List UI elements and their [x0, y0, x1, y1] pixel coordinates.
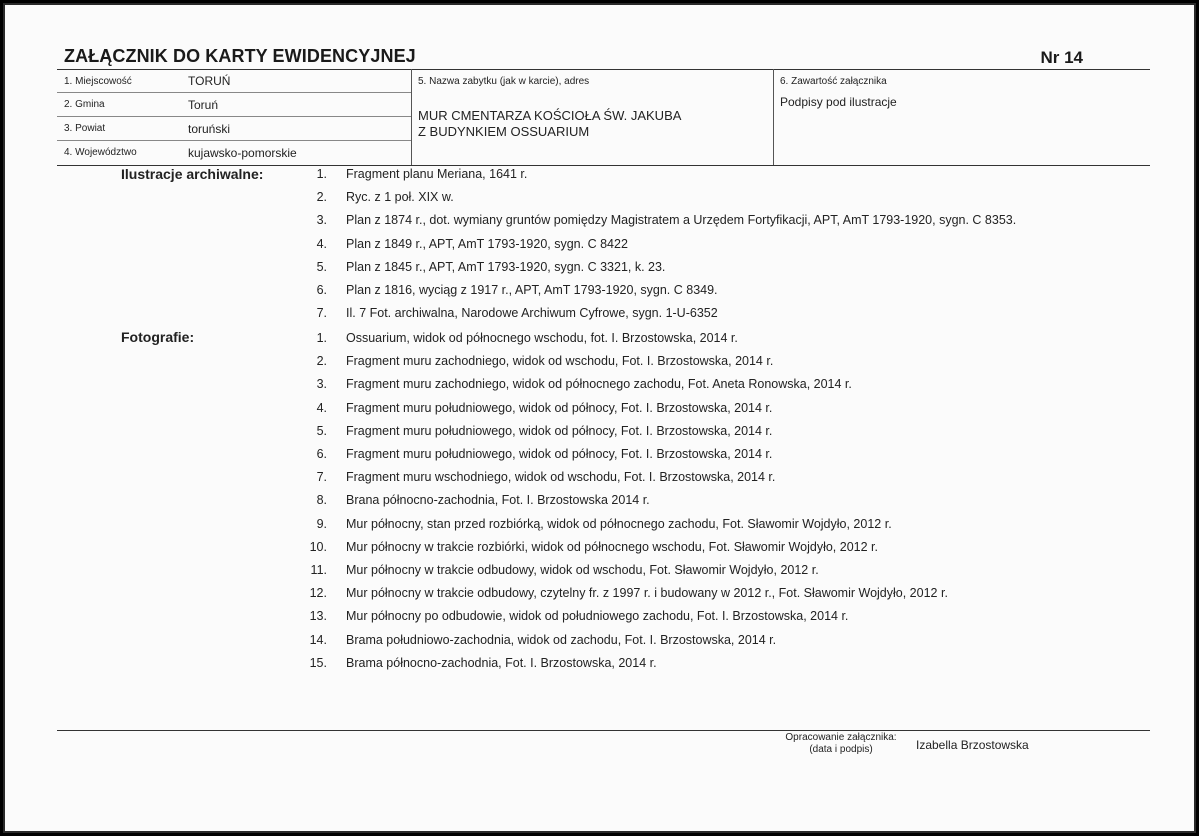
- list-item: [0, 167, 1199, 187]
- list-item: [0, 633, 1199, 653]
- list-item-number: 2.: [316, 190, 327, 205]
- monument-label: 5. Nazwa zabytku (jak w karcie), adres: [418, 76, 590, 87]
- list-item-number: 5.: [316, 423, 327, 438]
- list-item-text: Plan z 1845 r., APT, AmT 1793-1920, sygn. C 3321, k. 23.: [346, 259, 666, 274]
- list-item: [0, 470, 1199, 490]
- list-item-text: Il. 7 Fot. archiwalna, Narodowe Archiwum Cyfrowe, sygn. 1-U-6352: [346, 306, 718, 321]
- list-item-text: Brama południowo-zachodnia, widok od zachodu, Fot. I. Brzostowska, 2014 r.: [346, 632, 777, 647]
- field-label-gmina: 2. Gmina: [64, 99, 105, 110]
- list-item-number: 11.: [310, 563, 327, 577]
- field-value-miejscowosc: TORUŃ: [188, 74, 231, 88]
- field-value-gmina: Toruń: [188, 98, 219, 112]
- list-item-number: 13.: [309, 609, 327, 624]
- field-label-powiat: 3. Powiat: [64, 123, 106, 134]
- list-item-number: 2.: [316, 354, 327, 369]
- list-item: [0, 656, 1199, 676]
- list-item-number: 7.: [316, 306, 327, 321]
- list-item-number: 1.: [316, 167, 327, 181]
- footer-line: [57, 730, 1150, 731]
- list-item-number: 6.: [316, 447, 327, 461]
- list-item: [0, 237, 1199, 257]
- archival-heading: Ilustracje archiwalne:: [121, 166, 264, 182]
- list-item-number: 7.: [316, 470, 327, 485]
- list-item-number: 3.: [316, 213, 327, 228]
- list-item-text: Fragment muru zachodniego, widok od wschodu, Fot. I. Brzostowska, 2014 r.: [346, 354, 774, 369]
- list-item: [0, 354, 1199, 374]
- list-item-number: 9.: [316, 516, 327, 531]
- list-item-number: 12.: [309, 586, 327, 601]
- document-title: ZAŁĄCZNIK DO KARTY EWIDENCYJNEJ: [64, 46, 416, 66]
- list-item: [0, 213, 1199, 233]
- document-number: Nr 14: [1040, 48, 1083, 67]
- author-name: Izabella Brzostowska: [916, 738, 1029, 752]
- list-item-text: Ryc. z 1 poł. XIX w.: [346, 190, 454, 205]
- row-line-3: [57, 140, 411, 141]
- list-item-number: 10.: [309, 539, 327, 554]
- field-value-wojewodztwo: kujawsko-pomorskie: [188, 146, 297, 160]
- row-line-2: [57, 116, 411, 117]
- list-item-number: 8.: [316, 493, 327, 508]
- row-line-1: [57, 92, 411, 93]
- list-item-text: Plan z 1874 r., dot. wymiany gruntów pomiędzy Magistratem a Urzędem Fortyfikacji, APT, AmT 1793-1920, sygn. C 8353.: [346, 213, 1017, 228]
- list-item-text: Fragment muru wschodniego, widok od wschodu, Fot. I. Brzostowska, 2014 r.: [346, 470, 776, 485]
- list-item-number: 5.: [316, 259, 327, 274]
- list-item: [0, 447, 1199, 467]
- list-item: [0, 260, 1199, 280]
- list-item: [0, 517, 1199, 537]
- list-item-text: Brana północno-zachodnia, Fot. I. Brzostowska 2014 r.: [346, 493, 650, 508]
- list-item: [0, 540, 1199, 560]
- list-item-text: Mur północny w trakcie rozbiórki, widok od północnego wschodu, Fot. Sławomir Wojdyło, 2012 r.: [346, 539, 878, 554]
- list-item: [0, 283, 1199, 303]
- list-item: [0, 424, 1199, 444]
- list-item-text: Fragment planu Meriana, 1641 r.: [346, 167, 528, 181]
- field-value-powiat: toruński: [188, 122, 231, 136]
- list-item: [0, 306, 1199, 326]
- table-top-line: [57, 69, 1150, 70]
- prepared-label-line1: Opracowanie załącznika:: [785, 732, 897, 743]
- list-item-text: Plan z 1816, wyciąg z 1917 r., APT, AmT 1793-1920, sygn. C 8349.: [346, 283, 718, 297]
- monument-name-line2: Z BUDYNKIEM OSSUARIUM: [418, 124, 590, 139]
- list-item-number: 14.: [309, 632, 327, 647]
- list-item: [0, 331, 1199, 351]
- list-item-text: Mur północny w trakcie odbudowy, widok od wschodu, Fot. Sławomir Wojdyło, 2012 r.: [346, 563, 819, 577]
- contents-label: 6. Zawartość załącznika: [780, 76, 887, 87]
- list-item-text: Mur północny po odbudowie, widok od południowego zachodu, Fot. I. Brzostowska, 2014 r.: [346, 609, 849, 624]
- list-item-number: 15.: [309, 655, 327, 670]
- field-label-wojewodztwo: 4. Województwo: [64, 147, 137, 158]
- list-item: [0, 190, 1199, 210]
- list-item-text: Fragment muru południowego, widok od północy, Fot. I. Brzostowska, 2014 r.: [346, 400, 773, 415]
- contents-value: Podpisy pod ilustracje: [780, 95, 897, 109]
- table-divider-1: [411, 69, 412, 165]
- list-item-number: 4.: [316, 400, 327, 415]
- field-label-miejscowosc: 1. Miejscowość: [64, 76, 132, 87]
- list-item: [0, 609, 1199, 629]
- list-item-text: Mur północny w trakcie odbudowy, czytelny fr. z 1997 r. i budowany w 2012 r., Fot. Sławomir Wojdyło, 2012 r.: [346, 586, 948, 601]
- list-item-text: Brama północno-zachodnia, Fot. I. Brzostowska, 2014 r.: [346, 655, 657, 670]
- prepared-label: [776, 732, 906, 756]
- list-item: [0, 401, 1199, 421]
- list-item-number: 1.: [316, 331, 327, 345]
- list-item: [0, 493, 1199, 513]
- list-item-text: Plan z 1849 r., APT, AmT 1793-1920, sygn. C 8422: [346, 236, 628, 251]
- list-item-text: Fragment muru południowego, widok od północy, Fot. I. Brzostowska, 2014 r.: [346, 423, 773, 438]
- list-item: [0, 377, 1199, 397]
- list-item-number: 6.: [316, 283, 327, 297]
- monument-name: [418, 108, 681, 140]
- list-item-text: Mur północny, stan przed rozbiórką, widok od północnego zachodu, Fot. Sławomir Wojdyło, 2012 r.: [346, 516, 892, 531]
- prepared-label-line2: (data i podpis): [809, 744, 873, 755]
- photos-heading: Fotografie:: [121, 329, 195, 345]
- list-item-text: Fragment muru zachodniego, widok od północnego zachodu, Fot. Aneta Ronowska, 2014 r.: [346, 377, 852, 392]
- list-item-number: 4.: [316, 236, 327, 251]
- table-divider-2: [773, 69, 774, 165]
- monument-name-line1: MUR CMENTARZA KOŚCIOŁA ŚW. JAKUBA: [418, 108, 682, 123]
- list-item: [0, 586, 1199, 606]
- list-item-text: Ossuarium, widok od północnego wschodu, fot. I. Brzostowska, 2014 r.: [346, 331, 738, 345]
- list-item: [0, 563, 1199, 583]
- list-item-number: 3.: [316, 377, 327, 392]
- list-item-text: Fragment muru południowego, widok od północy, Fot. I. Brzostowska, 2014 r.: [346, 447, 773, 461]
